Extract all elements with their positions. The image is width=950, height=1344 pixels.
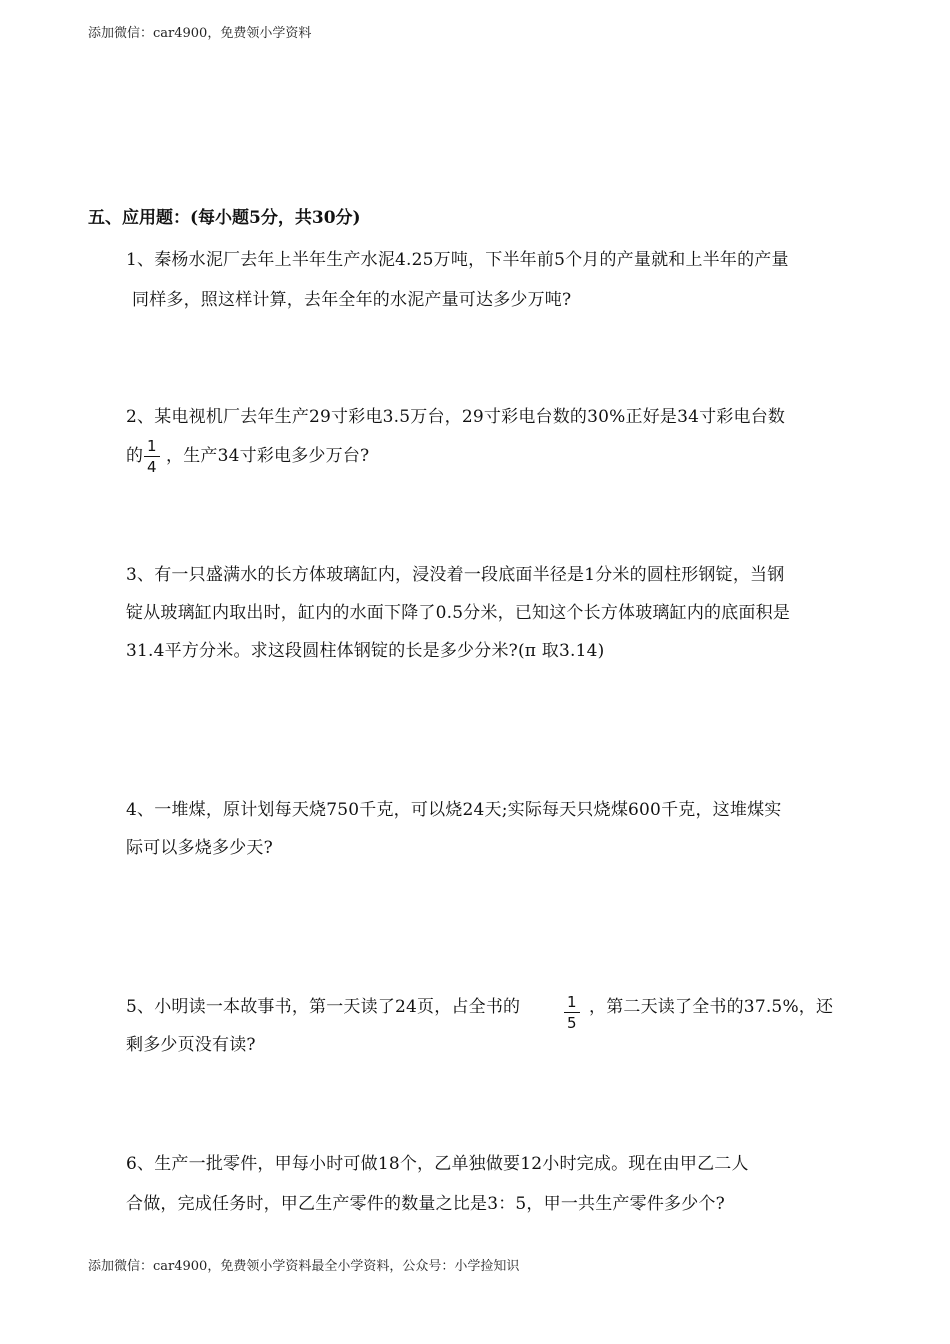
fraction-denominator: 4 (147, 458, 157, 476)
problem-4-line-1: 4、一堆煤，原计划每天烧750千克，可以烧24天;实际每天只烧煤600千克，这堆煤实 (126, 800, 782, 820)
section-title: 五、应用题：(每小题5分，共30分) (88, 208, 361, 228)
footer-note: 添加微信：car4900，免费领小学资料最全小学资料，公众号：小学捡知识 (88, 1259, 520, 1274)
header-note: 添加微信：car4900，免费领小学资料 (88, 26, 312, 41)
problem-2-line-2a: 的 (126, 446, 144, 466)
problem-6-line-2: 合做，完成任务时，甲乙生产零件的数量之比是3：5，甲一共生产零件多少个? (126, 1194, 725, 1214)
problem-6-line-1: 6、生产一批零件，甲每小时可做18个，乙单独做要12小时完成。现在由甲乙二人 (126, 1154, 749, 1174)
problem-1-line-1: 1、秦杨水泥厂去年上半年生产水泥4.25万吨，下半年前5个月的产量就和上半年的产量 (126, 250, 789, 270)
problem-3-line-1: 3、有一只盛满水的长方体玻璃缸内，浸没着一段底面半径是1分米的圆柱形钢锭，当钢 (126, 565, 785, 585)
problem-5-line-1a: 5、小明读一本故事书，第一天读了24页，占全书的 (126, 997, 521, 1017)
fraction-one-quarter (144, 436, 160, 477)
fraction-numerator: 1 (144, 436, 160, 457)
problem-4-line-2: 际可以多烧多少天? (126, 838, 273, 858)
fraction-one-fifth (564, 992, 580, 1033)
problem-2-line-2b: ，生产34寸彩电多少万台? (166, 446, 370, 466)
fraction-numerator: 1 (564, 992, 580, 1013)
fraction-denominator: 5 (567, 1014, 577, 1032)
problem-2-line-1: 2、某电视机厂去年生产29寸彩电3.5万台，29寸彩电台数的30%正好是34寸彩电台数 (126, 407, 786, 427)
problem-3-line-2: 锭从玻璃缸内取出时，缸内的水面下降了0.5分米，已知这个长方体玻璃缸内的底面积是 (126, 603, 791, 623)
problem-3-line-3: 31.4平方分米。求这段圆柱体钢锭的长是多少分米?(π 取3.14) (126, 641, 605, 661)
problem-1-line-2: 同样多，照这样计算，去年全年的水泥产量可达多少万吨? (132, 290, 572, 310)
problem-5-line-2: 剩多少页没有读? (126, 1035, 256, 1055)
problem-5-line-1b: ，第二天读了全书的37.5%，还 (589, 997, 834, 1017)
